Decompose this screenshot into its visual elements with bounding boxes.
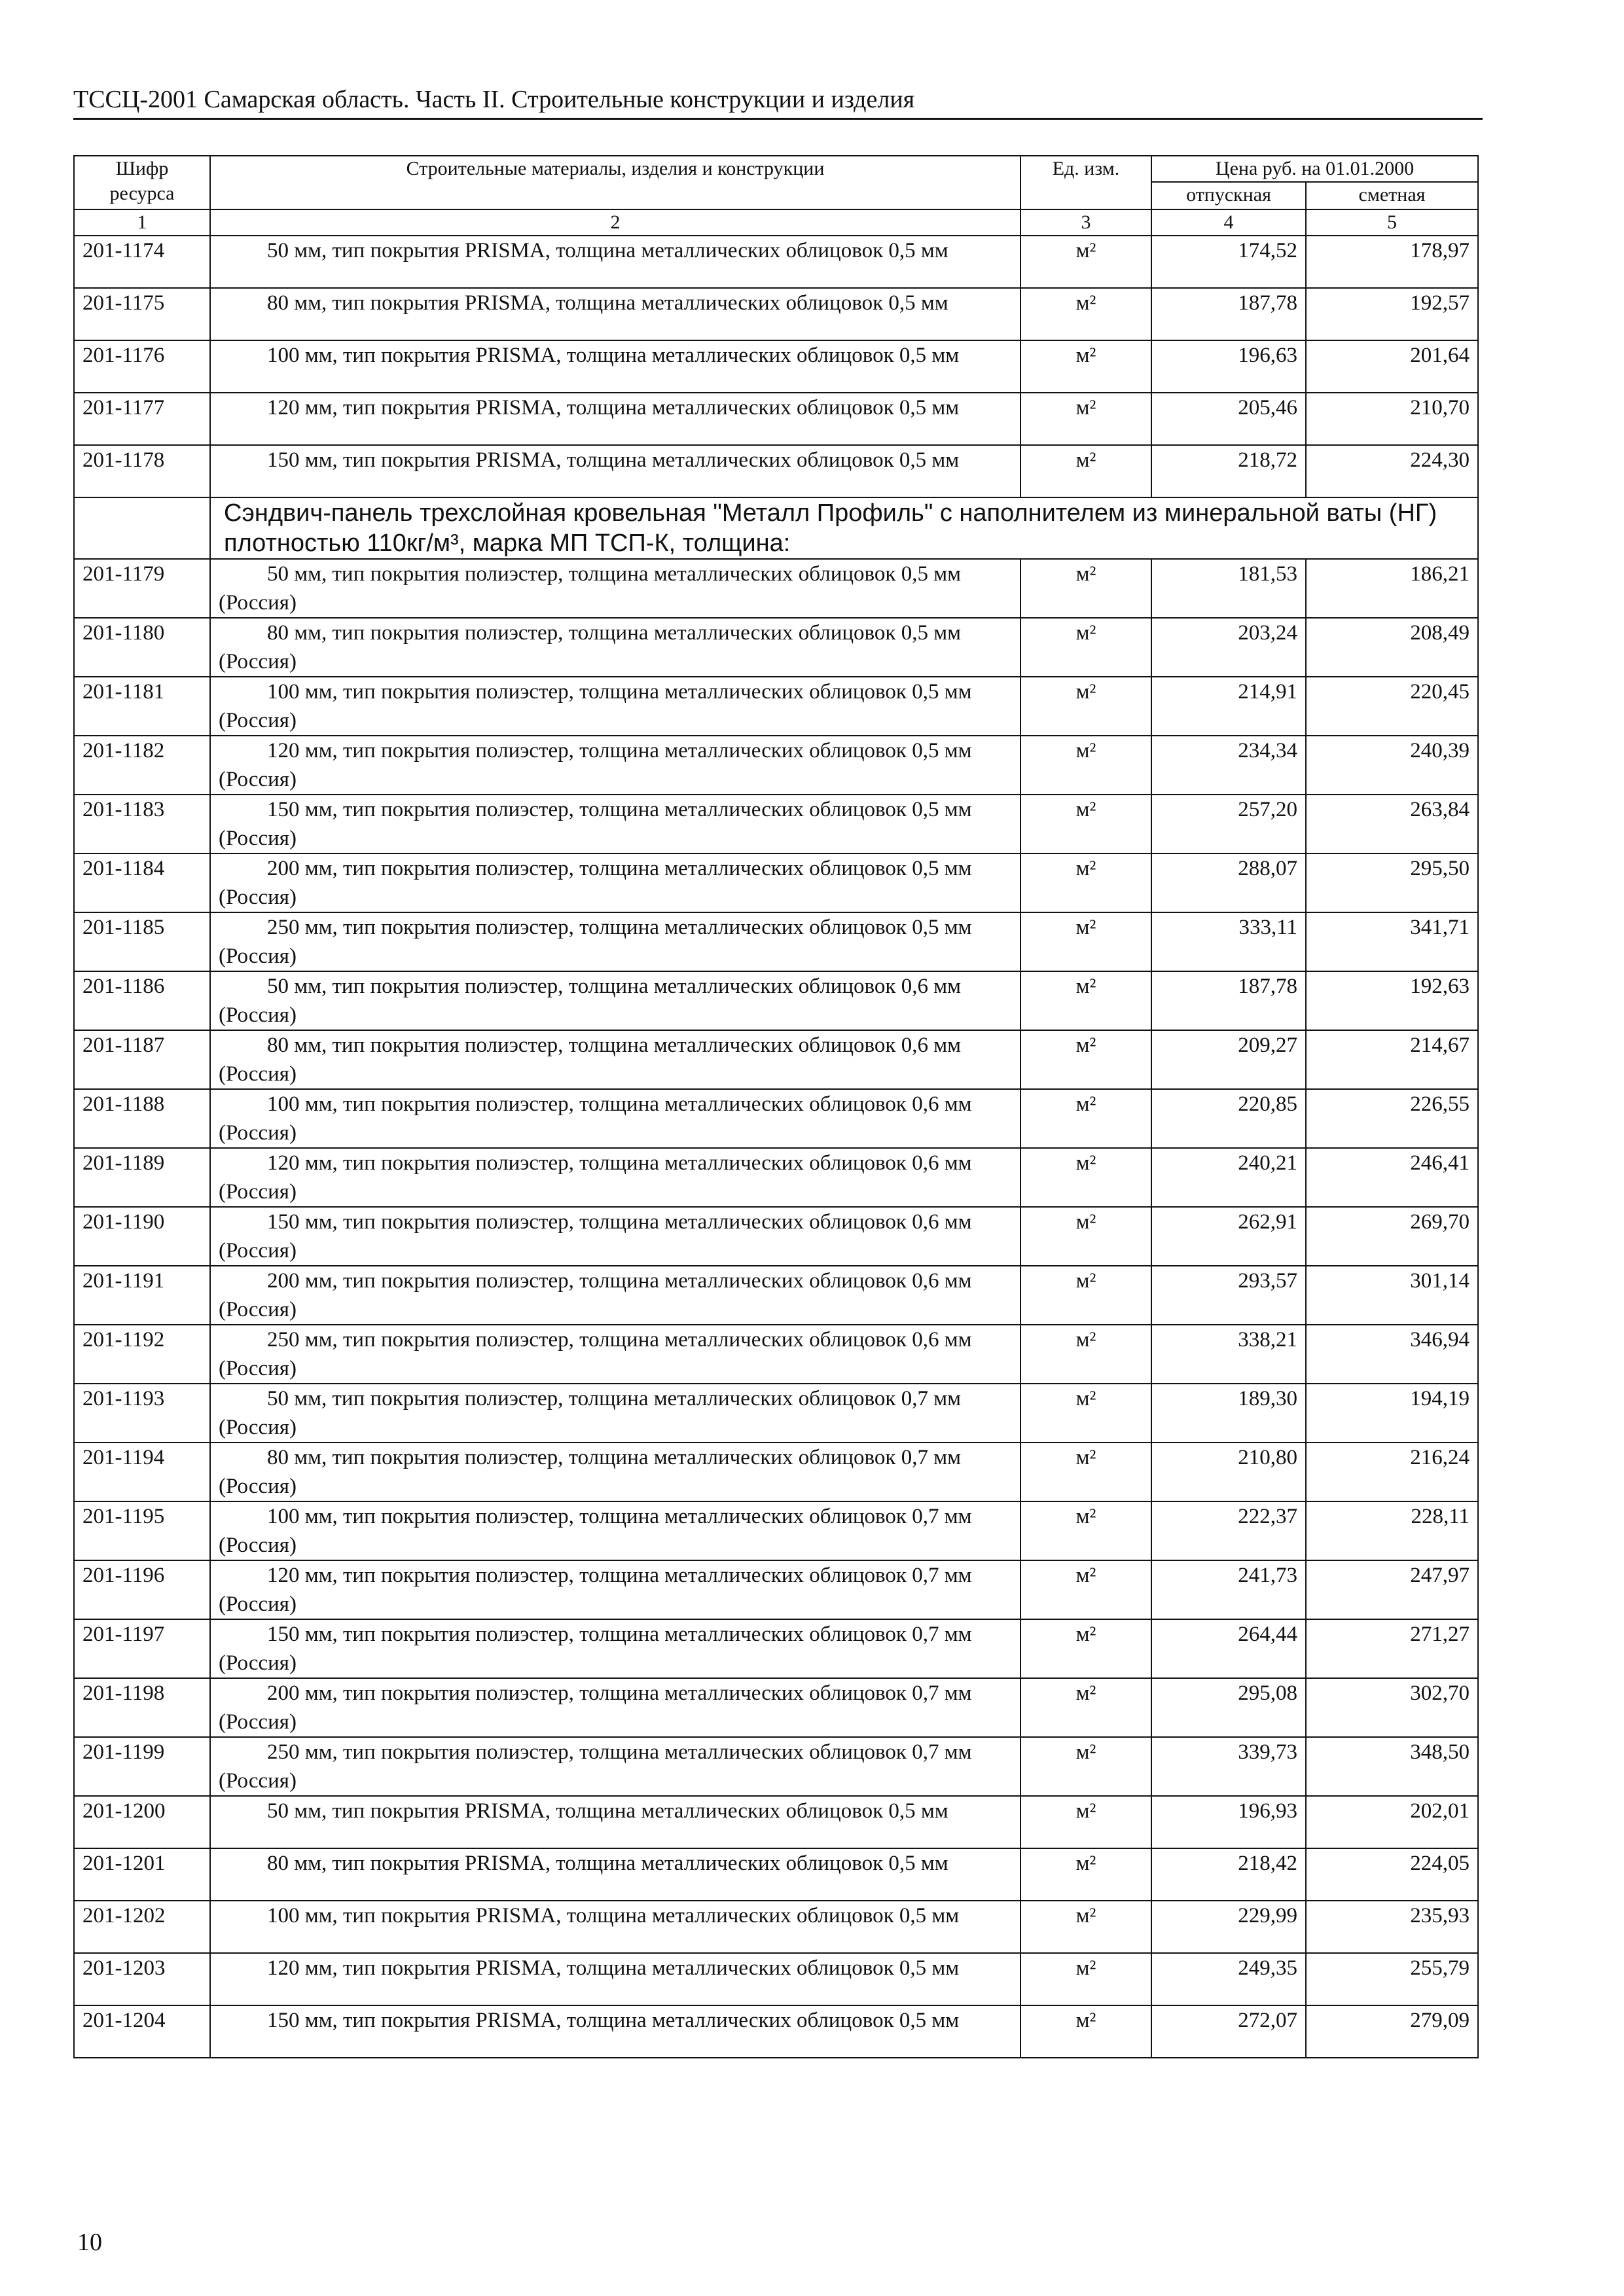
- unit-cell: м²: [1020, 618, 1151, 677]
- release-price: 196,63: [1151, 340, 1306, 393]
- resource-code: 201-1194: [74, 1443, 210, 1501]
- resource-code: 201-1193: [74, 1384, 210, 1443]
- estimate-price: 194,19: [1306, 1384, 1478, 1443]
- estimate-price: 247,97: [1306, 1560, 1478, 1619]
- resource-name: 120 мм, тип покрытия полиэстер, толщина металлических облицовок 0,6 мм (Россия): [210, 1148, 1020, 1207]
- estimate-price: 346,94: [1306, 1325, 1478, 1384]
- unit-cell: м²: [1020, 1678, 1151, 1737]
- unit-cell: м²: [1020, 1737, 1151, 1796]
- table-row: [74, 1737, 1478, 1796]
- table-row: [74, 1560, 1478, 1619]
- resource-code: 201-1185: [74, 912, 210, 971]
- table-row: [74, 1796, 1478, 1848]
- resource-name: 250 мм, тип покрытия полиэстер, толщина металлических облицовок 0,7 мм (Россия): [210, 1737, 1020, 1796]
- table-row: [74, 559, 1478, 618]
- resource-name: 150 мм, тип покрытия PRISMA, толщина металлических облицовок 0,5 мм: [210, 2005, 1020, 2058]
- unit-cell: м²: [1020, 677, 1151, 736]
- estimate-price: 214,67: [1306, 1030, 1478, 1089]
- group-title: Сэндвич-панель трехслойная кровельная "Металл Профиль" с наполнителем из минеральной ваты (НГ) плотностью 110кг/м³, марка МП ТСП-К, толщина:: [210, 497, 1478, 559]
- estimate-price: 271,27: [1306, 1619, 1478, 1678]
- resource-code: 201-1197: [74, 1619, 210, 1678]
- page-header-title: ТССЦ-2001 Самарская область. Часть II. Строительные конструкции и изделия: [73, 86, 915, 113]
- resource-code: 201-1203: [74, 1953, 210, 2005]
- resource-code: 201-1202: [74, 1901, 210, 1953]
- resource-name: 120 мм, тип покрытия PRISMA, толщина металлических облицовок 0,5 мм: [210, 1953, 1020, 2005]
- resource-code: 201-1181: [74, 677, 210, 736]
- release-price: 210,80: [1151, 1443, 1306, 1501]
- resource-name: 200 мм, тип покрытия полиэстер, толщина металлических облицовок 0,7 мм (Россия): [210, 1678, 1020, 1737]
- column-number: 4: [1151, 209, 1306, 236]
- estimate-price: 178,97: [1306, 236, 1478, 288]
- resource-name: 150 мм, тип покрытия полиэстер, толщина металлических облицовок 0,7 мм (Россия): [210, 1619, 1020, 1678]
- table-row: [74, 1901, 1478, 1953]
- resource-code: 201-1180: [74, 618, 210, 677]
- release-price: 214,91: [1151, 677, 1306, 736]
- column-number: 3: [1020, 209, 1151, 236]
- resource-name: 150 мм, тип покрытия полиэстер, толщина металлических облицовок 0,5 мм (Россия): [210, 795, 1020, 853]
- resource-name: 50 мм, тип покрытия PRISMA, толщина металлических облицовок 0,5 мм: [210, 1796, 1020, 1848]
- resource-code: 201-1198: [74, 1678, 210, 1737]
- group-code-empty: [74, 497, 210, 559]
- resource-name: 120 мм, тип покрытия PRISMA, толщина металлических облицовок 0,5 мм: [210, 393, 1020, 445]
- estimate-price: 235,93: [1306, 1901, 1478, 1953]
- release-price: 339,73: [1151, 1737, 1306, 1796]
- resource-name: 100 мм, тип покрытия PRISMA, толщина металлических облицовок 0,5 мм: [210, 340, 1020, 393]
- unit-cell: м²: [1020, 971, 1151, 1030]
- estimate-price: 226,55: [1306, 1089, 1478, 1148]
- resource-name: 200 мм, тип покрытия полиэстер, толщина металлических облицовок 0,6 мм (Россия): [210, 1266, 1020, 1325]
- column-header-release: отпускная: [1151, 182, 1306, 209]
- resource-code: 201-1186: [74, 971, 210, 1030]
- table-row: [74, 618, 1478, 677]
- table-row: [74, 1619, 1478, 1678]
- estimate-price: 240,39: [1306, 736, 1478, 795]
- release-price: 189,30: [1151, 1384, 1306, 1443]
- table-row: [74, 853, 1478, 912]
- unit-cell: м²: [1020, 340, 1151, 393]
- resource-code: 201-1204: [74, 2005, 210, 2058]
- column-number: 5: [1306, 209, 1478, 236]
- estimate-price: 201,64: [1306, 340, 1478, 393]
- column-header-unit: Ед. изм.: [1020, 156, 1151, 209]
- resource-name: 50 мм, тип покрытия полиэстер, толщина металлических облицовок 0,6 мм (Россия): [210, 971, 1020, 1030]
- resource-name: 50 мм, тип покрытия PRISMA, толщина металлических облицовок 0,5 мм: [210, 236, 1020, 288]
- resource-name: 120 мм, тип покрытия полиэстер, толщина металлических облицовок 0,5 мм (Россия): [210, 736, 1020, 795]
- estimate-price: 301,14: [1306, 1266, 1478, 1325]
- estimate-price: 192,63: [1306, 971, 1478, 1030]
- table-row: [74, 1266, 1478, 1325]
- unit-cell: м²: [1020, 559, 1151, 618]
- resource-code: 201-1179: [74, 559, 210, 618]
- resource-code: 201-1189: [74, 1148, 210, 1207]
- unit-cell: м²: [1020, 1848, 1151, 1901]
- resource-name: 80 мм, тип покрытия PRISMA, толщина металлических облицовок 0,5 мм: [210, 1848, 1020, 1901]
- estimate-price: 220,45: [1306, 677, 1478, 736]
- release-price: 187,78: [1151, 288, 1306, 340]
- table-row: [74, 1384, 1478, 1443]
- release-price: 272,07: [1151, 2005, 1306, 2058]
- header-divider: [73, 118, 1483, 120]
- table-row: [74, 736, 1478, 795]
- price-table: [73, 155, 1479, 2058]
- resource-name: 100 мм, тип покрытия полиэстер, толщина металлических облицовок 0,7 мм (Россия): [210, 1501, 1020, 1560]
- release-price: 218,42: [1151, 1848, 1306, 1901]
- resource-code: 201-1199: [74, 1737, 210, 1796]
- estimate-price: 210,70: [1306, 393, 1478, 445]
- resource-name: 100 мм, тип покрытия PRISMA, толщина металлических облицовок 0,5 мм: [210, 1901, 1020, 1953]
- estimate-price: 341,71: [1306, 912, 1478, 971]
- release-price: 333,11: [1151, 912, 1306, 971]
- resource-code: 201-1184: [74, 853, 210, 912]
- resource-name: 100 мм, тип покрытия полиэстер, толщина металлических облицовок 0,6 мм (Россия): [210, 1089, 1020, 1148]
- unit-cell: м²: [1020, 1266, 1151, 1325]
- resource-code: 201-1182: [74, 736, 210, 795]
- release-price: 218,72: [1151, 445, 1306, 497]
- unit-cell: м²: [1020, 1953, 1151, 2005]
- release-price: 229,99: [1151, 1901, 1306, 1953]
- resource-code: 201-1188: [74, 1089, 210, 1148]
- unit-cell: м²: [1020, 1901, 1151, 1953]
- estimate-price: 255,79: [1306, 1953, 1478, 2005]
- unit-cell: м²: [1020, 1796, 1151, 1848]
- column-number: 2: [210, 209, 1020, 236]
- table-row: [74, 677, 1478, 736]
- estimate-price: 186,21: [1306, 559, 1478, 618]
- release-price: 264,44: [1151, 1619, 1306, 1678]
- estimate-price: 192,57: [1306, 288, 1478, 340]
- unit-cell: м²: [1020, 853, 1151, 912]
- release-price: 262,91: [1151, 1207, 1306, 1266]
- table-row: [74, 1207, 1478, 1266]
- table-row: [74, 1148, 1478, 1207]
- estimate-price: 246,41: [1306, 1148, 1478, 1207]
- page-number: 10: [77, 2229, 102, 2256]
- unit-cell: м²: [1020, 393, 1151, 445]
- estimate-price: 269,70: [1306, 1207, 1478, 1266]
- table-row: [74, 1030, 1478, 1089]
- release-price: 257,20: [1151, 795, 1306, 853]
- unit-cell: м²: [1020, 236, 1151, 288]
- release-price: 240,21: [1151, 1148, 1306, 1207]
- resource-name: 100 мм, тип покрытия полиэстер, толщина металлических облицовок 0,5 мм (Россия): [210, 677, 1020, 736]
- resource-name: 80 мм, тип покрытия полиэстер, толщина металлических облицовок 0,5 мм (Россия): [210, 618, 1020, 677]
- table-row: [74, 1501, 1478, 1560]
- resource-code: 201-1200: [74, 1796, 210, 1848]
- release-price: 295,08: [1151, 1678, 1306, 1737]
- resource-name: 250 мм, тип покрытия полиэстер, толщина металлических облицовок 0,5 мм (Россия): [210, 912, 1020, 971]
- resource-name: 80 мм, тип покрытия полиэстер, толщина металлических облицовок 0,7 мм (Россия): [210, 1443, 1020, 1501]
- release-price: 181,53: [1151, 559, 1306, 618]
- table-row: [74, 340, 1478, 393]
- unit-cell: м²: [1020, 288, 1151, 340]
- estimate-price: 348,50: [1306, 1737, 1478, 1796]
- column-header-code: Шифр ресурса: [74, 156, 210, 209]
- column-header-name: Строительные материалы, изделия и конструкции: [210, 156, 1020, 209]
- estimate-price: 202,01: [1306, 1796, 1478, 1848]
- release-price: 196,93: [1151, 1796, 1306, 1848]
- table-row: [74, 288, 1478, 340]
- unit-cell: м²: [1020, 912, 1151, 971]
- estimate-price: 279,09: [1306, 2005, 1478, 2058]
- unit-cell: м²: [1020, 1325, 1151, 1384]
- resource-code: 201-1192: [74, 1325, 210, 1384]
- release-price: 220,85: [1151, 1089, 1306, 1148]
- column-number: 1: [74, 209, 210, 236]
- resource-code: 201-1187: [74, 1030, 210, 1089]
- table-row: [74, 1089, 1478, 1148]
- table-row: [74, 393, 1478, 445]
- resource-name: 150 мм, тип покрытия PRISMA, толщина металлических облицовок 0,5 мм: [210, 445, 1020, 497]
- release-price: 209,27: [1151, 1030, 1306, 1089]
- unit-cell: м²: [1020, 1619, 1151, 1678]
- resource-code: 201-1174: [74, 236, 210, 288]
- release-price: 222,37: [1151, 1501, 1306, 1560]
- unit-cell: м²: [1020, 2005, 1151, 2058]
- table-row: [74, 445, 1478, 497]
- release-price: 241,73: [1151, 1560, 1306, 1619]
- table-row: [74, 1848, 1478, 1901]
- release-price: 174,52: [1151, 236, 1306, 288]
- release-price: 187,78: [1151, 971, 1306, 1030]
- estimate-price: 216,24: [1306, 1443, 1478, 1501]
- table-row: [74, 1953, 1478, 2005]
- resource-code: 201-1178: [74, 445, 210, 497]
- resource-code: 201-1183: [74, 795, 210, 853]
- column-header-price: Цена руб. на 01.01.2000: [1151, 156, 1478, 182]
- table-row: [74, 795, 1478, 853]
- resource-name: 120 мм, тип покрытия полиэстер, толщина металлических облицовок 0,7 мм (Россия): [210, 1560, 1020, 1619]
- resource-code: 201-1196: [74, 1560, 210, 1619]
- release-price: 234,34: [1151, 736, 1306, 795]
- resource-code: 201-1201: [74, 1848, 210, 1901]
- release-price: 205,46: [1151, 393, 1306, 445]
- unit-cell: м²: [1020, 1148, 1151, 1207]
- unit-cell: м²: [1020, 1501, 1151, 1560]
- estimate-price: 224,05: [1306, 1848, 1478, 1901]
- resource-name: 80 мм, тип покрытия полиэстер, толщина металлических облицовок 0,6 мм (Россия): [210, 1030, 1020, 1089]
- unit-cell: м²: [1020, 1443, 1151, 1501]
- resource-name: 50 мм, тип покрытия полиэстер, толщина металлических облицовок 0,7 мм (Россия): [210, 1384, 1020, 1443]
- release-price: 338,21: [1151, 1325, 1306, 1384]
- resource-code: 201-1195: [74, 1501, 210, 1560]
- estimate-price: 208,49: [1306, 618, 1478, 677]
- resource-code: 201-1176: [74, 340, 210, 393]
- unit-cell: м²: [1020, 445, 1151, 497]
- resource-name: 50 мм, тип покрытия полиэстер, толщина металлических облицовок 0,5 мм (Россия): [210, 559, 1020, 618]
- resource-name: 250 мм, тип покрытия полиэстер, толщина металлических облицовок 0,6 мм (Россия): [210, 1325, 1020, 1384]
- resource-name: 150 мм, тип покрытия полиэстер, толщина металлических облицовок 0,6 мм (Россия): [210, 1207, 1020, 1266]
- table-row: [74, 971, 1478, 1030]
- release-price: 249,35: [1151, 1953, 1306, 2005]
- table-row: [74, 1678, 1478, 1737]
- resource-code: 201-1190: [74, 1207, 210, 1266]
- table-row: [74, 1325, 1478, 1384]
- resource-name: 200 мм, тип покрытия полиэстер, толщина металлических облицовок 0,5 мм (Россия): [210, 853, 1020, 912]
- unit-cell: м²: [1020, 1207, 1151, 1266]
- column-header-estimate: сметная: [1306, 182, 1478, 209]
- release-price: 288,07: [1151, 853, 1306, 912]
- estimate-price: 295,50: [1306, 853, 1478, 912]
- unit-cell: м²: [1020, 1089, 1151, 1148]
- unit-cell: м²: [1020, 1384, 1151, 1443]
- estimate-price: 302,70: [1306, 1678, 1478, 1737]
- unit-cell: м²: [1020, 1030, 1151, 1089]
- release-price: 293,57: [1151, 1266, 1306, 1325]
- estimate-price: 224,30: [1306, 445, 1478, 497]
- table-row: [74, 1443, 1478, 1501]
- table-row: [74, 236, 1478, 288]
- resource-code: 201-1177: [74, 393, 210, 445]
- resource-name: 80 мм, тип покрытия PRISMA, толщина металлических облицовок 0,5 мм: [210, 288, 1020, 340]
- unit-cell: м²: [1020, 736, 1151, 795]
- table-row: [74, 912, 1478, 971]
- resource-code: 201-1175: [74, 288, 210, 340]
- release-price: 203,24: [1151, 618, 1306, 677]
- unit-cell: м²: [1020, 795, 1151, 853]
- unit-cell: м²: [1020, 1560, 1151, 1619]
- resource-code: 201-1191: [74, 1266, 210, 1325]
- estimate-price: 263,84: [1306, 795, 1478, 853]
- estimate-price: 228,11: [1306, 1501, 1478, 1560]
- table-row: [74, 2005, 1478, 2058]
